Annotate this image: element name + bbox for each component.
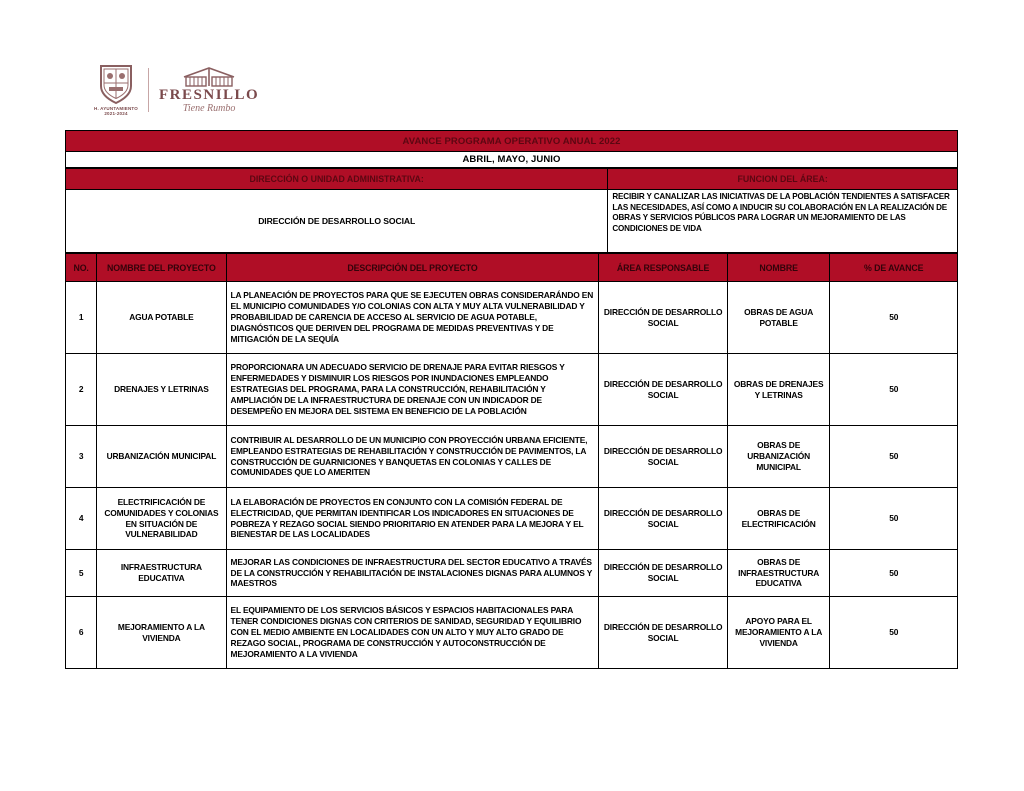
cell-area: DIRECCIÓN DE DESARROLLO SOCIAL: [599, 354, 727, 426]
cell-descripcion: LA PLANEACIÓN DE PROYECTOS PARA QUE SE EJECUTEN OBRAS CONSIDERARÁNDO EN EL MUNICIPIO COMUNIDADES Y/O COLONIAS CON ALTA Y MUY ALTA VULNERABILIDAD Y PROBABILIDAD DE CARENCIA DE ACCESO AL SERVICIO DE AGUA POTABLE, DIAGNÓSTICOS QUE DERIVEN DEL PROGRAMA DE MEDIDAS PREVENTIVAS Y DE MITIGACIÓN DE LA SEQUÍA: [226, 282, 599, 354]
cell-nombre-proyecto: URBANIZACIÓN MUNICIPAL: [97, 426, 226, 488]
table-row: [66, 488, 958, 550]
cell-avance: 50: [830, 550, 958, 597]
cell-nombre-proyecto: AGUA POTABLE: [97, 282, 226, 354]
logo-wordmark: [159, 67, 259, 114]
cell-nombre-obra: OBRAS DE URBANIZACIÓN MUNICIPAL: [727, 426, 830, 488]
cell-descripcion: PROPORCIONARA UN ADECUADO SERVICIO DE DRENAJE PARA EVITAR RIESGOS Y ENFERMEDADES Y DISMINUIR LOS RIESGOS POR INUNDACIONES EMPLEANDO ESTRATEGIAS DEL PROGRAMA, PARA LA CONSTRUCCIÓN, REHABILITACIÓN Y AMPLIACIÓN DE LA INFRAESTRUCTURA DE DRENAJE CON UN INDICADOR DE DESEMPEÑO EN MEJORA DEL SISTEMA EN BENEFICIO DE LA POBLACIÓN: [226, 354, 599, 426]
report-table-block: [65, 130, 958, 669]
admin-unit-header: DIRECCIÓN O UNIDAD ADMINISTRATIVA:: [66, 169, 608, 190]
col-header-area-responsable: ÁREA RESPONSABLE: [599, 254, 727, 282]
cell-avance: 50: [830, 488, 958, 550]
cell-descripcion: MEJORAR LAS CONDICIONES DE INFRAESTRUCTURA DEL SECTOR EDUCATIVO A TRAVÉS DE LA CONSTRUCCIÓN Y REHABILITACIÓN DE INSTALACIONES DIGNAS PARA ALUMNOS Y MAESTROS: [226, 550, 599, 597]
cell-nombre-proyecto: MEJORAMIENTO A LA VIVIENDA: [97, 597, 226, 669]
cell-area: DIRECCIÓN DE DESARROLLO SOCIAL: [599, 488, 727, 550]
building-icon: [176, 67, 242, 87]
cell-area: DIRECCIÓN DE DESARROLLO SOCIAL: [599, 550, 727, 597]
cell-avance: 50: [830, 282, 958, 354]
logo-city-name: FRESNILLO: [159, 86, 260, 103]
area-function-header: FUNCION DEL ÁREA:: [608, 169, 958, 190]
cell-avance: 50: [830, 426, 958, 488]
col-header-no: NO.: [66, 254, 97, 282]
fresnillo-logo: [94, 64, 259, 117]
cell-nombre-obra: OBRAS DE ELECTRIFICACIÓN: [727, 488, 830, 550]
cell-nombre-obra: OBRAS DE AGUA POTABLE: [727, 282, 830, 354]
admin-unit-value: DIRECCIÓN DE DESARROLLO SOCIAL: [66, 190, 608, 253]
cell-nombre-proyecto: INFRAESTRUCTURA EDUCATIVA: [97, 550, 226, 597]
cell-descripcion: EL EQUIPAMIENTO DE LOS SERVICIOS BÁSICOS Y ESPACIOS HABITACIONALES PARA TENER CONDICIONES DIGNAS CON CRITERIOS DE SANIDAD, SEGURIDAD Y EQUILIBRIO CON EL MEDIO AMBIENTE EN LOCALIDADES CON UN ALTO Y MUY ALTO GRADO DE REZAGO SOCIAL, PROGRAMA DE CONSTRUCCIÓN Y AUTOCONSTRUCCIÓN DE MEJORAMIENTO A LA VIVIENDA: [226, 597, 599, 669]
projects-table-header-row: [66, 254, 958, 282]
table-row: [66, 282, 958, 354]
table-row: [66, 550, 958, 597]
cell-no: 6: [66, 597, 97, 669]
cell-no: 5: [66, 550, 97, 597]
cell-no: 3: [66, 426, 97, 488]
cell-nombre-proyecto: DRENAJES Y LETRINAS: [97, 354, 226, 426]
table-row: [66, 426, 958, 488]
coat-of-arms: [94, 64, 138, 117]
cell-no: 4: [66, 488, 97, 550]
cell-no: 2: [66, 354, 97, 426]
table-row: [66, 597, 958, 669]
area-function-value: RECIBIR Y CANALIZAR LAS INICIATIVAS DE LA POBLACIÓN TENDIENTES A SATISFACER LAS NECESIDADES, ASÍ COMO A INDUCIR SU COLABORACIÓN EN LA REALIZACIÓN DE OBRAS Y SERVICIOS PÚBLICOS PARA LOGRAR UN MEJORAMIENTO DE LAS CONDICIONES DE VIDA: [608, 190, 958, 253]
col-header-descripcion: DESCRIPCIÓN DEL PROYECTO: [226, 254, 599, 282]
cell-descripcion: LA ELABORACIÓN DE PROYECTOS EN CONJUNTO CON LA COMISIÓN FEDERAL DE ELECTRICIDAD, QUE PERMITAN IDENTIFICAR LOS INDICADORES EN SITUACIONES DE POBREZA Y REZAGO SOCIAL SIENDO PRIORITARIO EN ATENDER PARA LA MEJORA Y EL BIENESTAR DE LAS LOCALIDADES: [226, 488, 599, 550]
cell-nombre-proyecto: ELECTRIFICACIÓN DE COMUNIDADES Y COLONIAS EN SITUACIÓN DE VULNERABILIDAD: [97, 488, 226, 550]
cell-nombre-obra: OBRAS DE INFRAESTRUCTURA EDUCATIVA: [727, 550, 830, 597]
report-title-bar: AVANCE PROGRAMA OPERATIVO ANUAL 2022: [65, 130, 958, 152]
cell-descripcion: CONTRIBUIR AL DESARROLLO DE UN MUNICIPIO CON PROYECCIÓN URBANA EFICIENTE, EMPLEANDO ESTRATEGIAS DE REHABILITACIÓN Y CONSTRUCCIÓN DE PAVIMENTOS, LA CONSTRUCCIÓN DE GUARNICIONES Y BANQUETAS EN COLONIAS Y CALLES DE COMUNIDADES QUE LO AMERITEN: [226, 426, 599, 488]
cell-avance: 50: [830, 597, 958, 669]
logo-divider: [148, 68, 149, 112]
logo-tagline: Tiene Rumbo: [182, 102, 236, 114]
shield-icon: [97, 64, 135, 106]
cell-nombre-obra: OBRAS DE DRENAJES Y LETRINAS: [727, 354, 830, 426]
cell-area: DIRECCIÓN DE DESARROLLO SOCIAL: [599, 282, 727, 354]
col-header-avance: % DE AVANCE: [830, 254, 958, 282]
cell-area: DIRECCIÓN DE DESARROLLO SOCIAL: [599, 597, 727, 669]
admin-info-table: [65, 168, 958, 253]
cell-nombre-obra: APOYO PARA EL MEJORAMIENTO A LA VIVIENDA: [727, 597, 830, 669]
col-header-nombre-proyecto: NOMBRE DEL PROYECTO: [97, 254, 226, 282]
col-header-nombre: NOMBRE: [727, 254, 830, 282]
cell-avance: 50: [830, 354, 958, 426]
report-period-bar: ABRIL, MAYO, JUNIO: [65, 152, 958, 168]
table-row: [66, 354, 958, 426]
projects-table: [65, 253, 958, 669]
crest-admin-text: H. AYUNTAMIENTO 2021-2024: [94, 106, 139, 117]
cell-no: 1: [66, 282, 97, 354]
cell-area: DIRECCIÓN DE DESARROLLO SOCIAL: [599, 426, 727, 488]
